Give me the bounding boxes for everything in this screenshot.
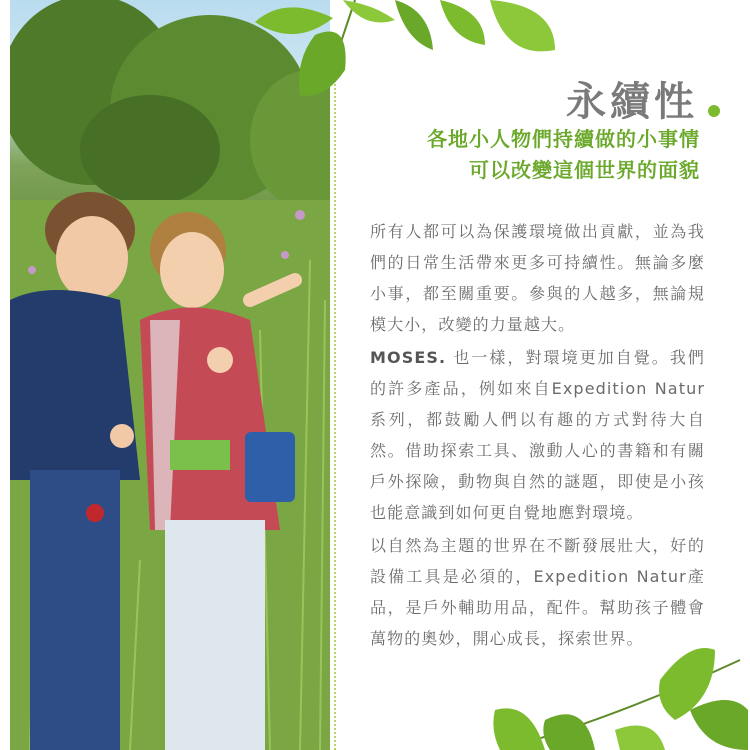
subtitle-line-2: 可以改變這個世界的面貌	[469, 158, 700, 182]
paragraph-moses-text: 也一樣，對環境更加自覺。我們的許多產品，例如來自Expedition Natur系列，都鼓勵人們以有趣的方式對待大自然。借助探索工具、激動人心的書籍和有關戶外探險，動物與自然的謎題，即使是小孩也能意識到如何更自覺地應對環境。	[370, 348, 705, 522]
title-dot-icon	[708, 105, 720, 117]
children-meadow-photo	[10, 0, 330, 750]
page-title: 永續性	[566, 79, 698, 125]
leaf-branch-bottom-icon	[490, 640, 750, 750]
dotted-divider	[334, 40, 336, 750]
leaf-branch-top-icon	[255, 0, 565, 110]
brand-name: MOSES.	[370, 348, 447, 367]
heading	[566, 70, 698, 127]
subtitle-line-1: 各地小人物們持續做的小事情	[427, 127, 700, 151]
subtitle	[427, 124, 700, 186]
paragraph-moses	[370, 342, 705, 528]
paragraph-expedition: 以自然為主題的世界在不斷發展壯大，好的設備工具是必須的，Expedition Natur產品，是戶外輔助用品，配件。幫助孩子體會萬物的奧妙，開心成長，探索世界。	[370, 536, 705, 648]
paragraph-intro: 所有人都可以為保護環境做出貢獻，並為我們的日常生活帶來更多可持續性。無論多麼小事，都至關重要。參與的人越多，無論規模大小，改變的力量越大。	[370, 222, 705, 334]
